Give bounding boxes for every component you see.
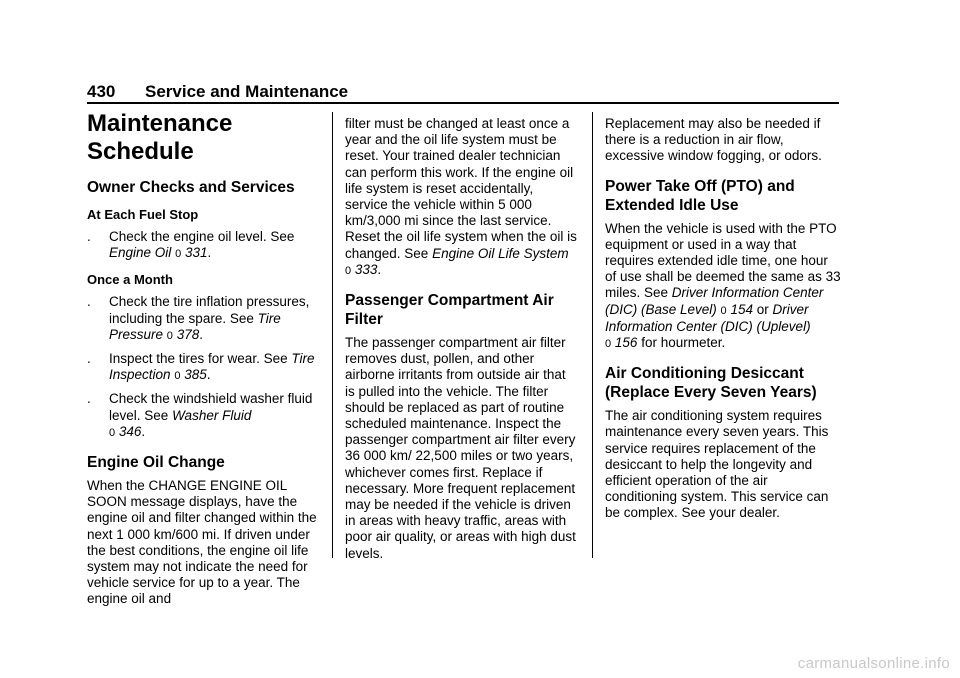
cross-reference-link[interactable]: Tire Inspection bbox=[109, 351, 315, 383]
bullet-glyph: . bbox=[87, 351, 91, 367]
page-reference[interactable]: 346 bbox=[118, 423, 142, 439]
paragraph-air-filter: The passenger compartment air filter removes dust, pollen, and other airborne irritants from outside air that is pulled into the vehicle. The filter should be replaced as part of routine scheduled maintenance. Inspect the passenger compartment air filter every 36 000 km/ 22,500 miles or two years, whichever comes first. Replace if necessary. More frequent replacement may be needed if the vehicle is driven in areas with heavy traffic, areas with poor air quality, or areas with high dust levels. bbox=[345, 335, 576, 561]
page-number: 430 bbox=[87, 82, 116, 101]
page-reference[interactable]: 333 bbox=[354, 261, 378, 277]
page-ref-icon: 0 bbox=[345, 264, 352, 277]
cross-reference-link[interactable]: Tire Pressure bbox=[109, 310, 281, 342]
column-3 bbox=[605, 116, 841, 528]
page-reference[interactable]: 154 bbox=[730, 301, 753, 317]
list-item: . Check the windshield washer fluid level. See Washer Fluid 0 346. bbox=[87, 391, 319, 441]
page-title: Maintenance Schedule bbox=[87, 110, 233, 165]
bullet-glyph: . bbox=[87, 229, 91, 244]
paragraph-pto: When the vehicle is used with the PTO equipment or used in a way that requires extended idle time, one hour of use shall be deemed the same as 33 miles. See Driver Information Center (DIC) (Base Level) 0 154 or Driver Information Center (DIC) (Uplevel) 0 156 for hourmeter. bbox=[605, 220, 841, 351]
heading-owner-checks: Owner Checks and Services bbox=[87, 179, 295, 196]
page-reference[interactable]: 156 bbox=[614, 335, 638, 351]
page-ref-icon: 0 bbox=[605, 338, 612, 351]
cross-reference-link[interactable]: Driver Information Center (DIC) (Base Level) bbox=[605, 285, 824, 317]
cross-reference-link[interactable]: Engine Oil bbox=[109, 245, 172, 261]
page-reference[interactable]: 385 bbox=[184, 367, 207, 383]
column-2 bbox=[345, 116, 577, 568]
column-1 bbox=[87, 110, 319, 614]
page-ref-icon: 0 bbox=[720, 304, 727, 317]
heading-engine-oil-change: Engine Oil Change bbox=[87, 454, 225, 472]
section-title: Service and Maintenance bbox=[145, 82, 349, 101]
heading-pto: Power Take Off (PTO) and Extended Idle Use bbox=[605, 177, 795, 214]
paragraph-ac-desiccant: The air conditioning system requires maintenance every seven years. This service requires replacement of the desiccant to help the longevity and efficient operation of the air conditioning system. This service can be complex. See your dealer. bbox=[605, 408, 829, 521]
paragraph-engine-oil-cont: filter must be changed at least once a year and the oil life system must be reset. Your trained dealer technician can perform this work. If the engine oil life system is reset accidentally, service the vehicle within 5 000 km/3,000 mi since the last service. Reset the oil life system when the oil is changed. See Engine Oil Life System 0 333. bbox=[345, 116, 577, 277]
bullet-glyph: . bbox=[87, 294, 91, 310]
page-header bbox=[87, 80, 839, 104]
cross-reference-link[interactable]: Driver Information Center (DIC) (Uplevel) bbox=[605, 301, 811, 334]
page-reference[interactable]: 378 bbox=[176, 326, 200, 342]
page-ref-icon: 0 bbox=[175, 248, 182, 261]
watermark: carmanualsonline.info bbox=[797, 655, 950, 672]
header-rule bbox=[87, 102, 839, 104]
cross-reference-link[interactable]: Engine Oil Life System bbox=[432, 245, 569, 261]
cross-reference-link[interactable]: Washer Fluid bbox=[172, 407, 252, 423]
heading-fuel-stop: At Each Fuel Stop bbox=[87, 207, 199, 222]
page-ref-icon: 0 bbox=[166, 329, 173, 342]
page-ref-icon: 0 bbox=[109, 426, 116, 439]
column-divider bbox=[332, 112, 333, 558]
list-item: . Check the tire inflation pressures, including the spare. See Tire Pressure 0 378. bbox=[87, 294, 319, 344]
paragraph-air-filter-cont: Replacement may also be needed if there is a reduction in air flow, excessive window fogging, or odors. bbox=[605, 116, 822, 164]
list-item: . Check the engine oil level. See Engine Oil 0 331. bbox=[87, 229, 319, 262]
heading-once-a-month: Once a Month bbox=[87, 272, 173, 288]
heading-ac-desiccant: Air Conditioning Desiccant (Replace Every Seven Years) bbox=[605, 365, 817, 402]
bullet-glyph: . bbox=[87, 391, 91, 407]
heading-air-filter: Passenger Compartment Air Filter bbox=[345, 292, 554, 329]
page-reference[interactable]: 331 bbox=[184, 245, 208, 261]
column-divider bbox=[592, 112, 593, 558]
page-ref-icon: 0 bbox=[174, 370, 181, 383]
list-item: . Inspect the tires for wear. See Tire Inspection 0 385. bbox=[87, 351, 319, 384]
paragraph-engine-oil: When the CHANGE ENGINE OIL SOON message displays, have the engine oil and filter changed within the next 1 000 km/600 mi. If driven under the best conditions, the engine oil life system may not indicate the need for vehicle service for up to a year. The engine oil and bbox=[87, 478, 317, 607]
